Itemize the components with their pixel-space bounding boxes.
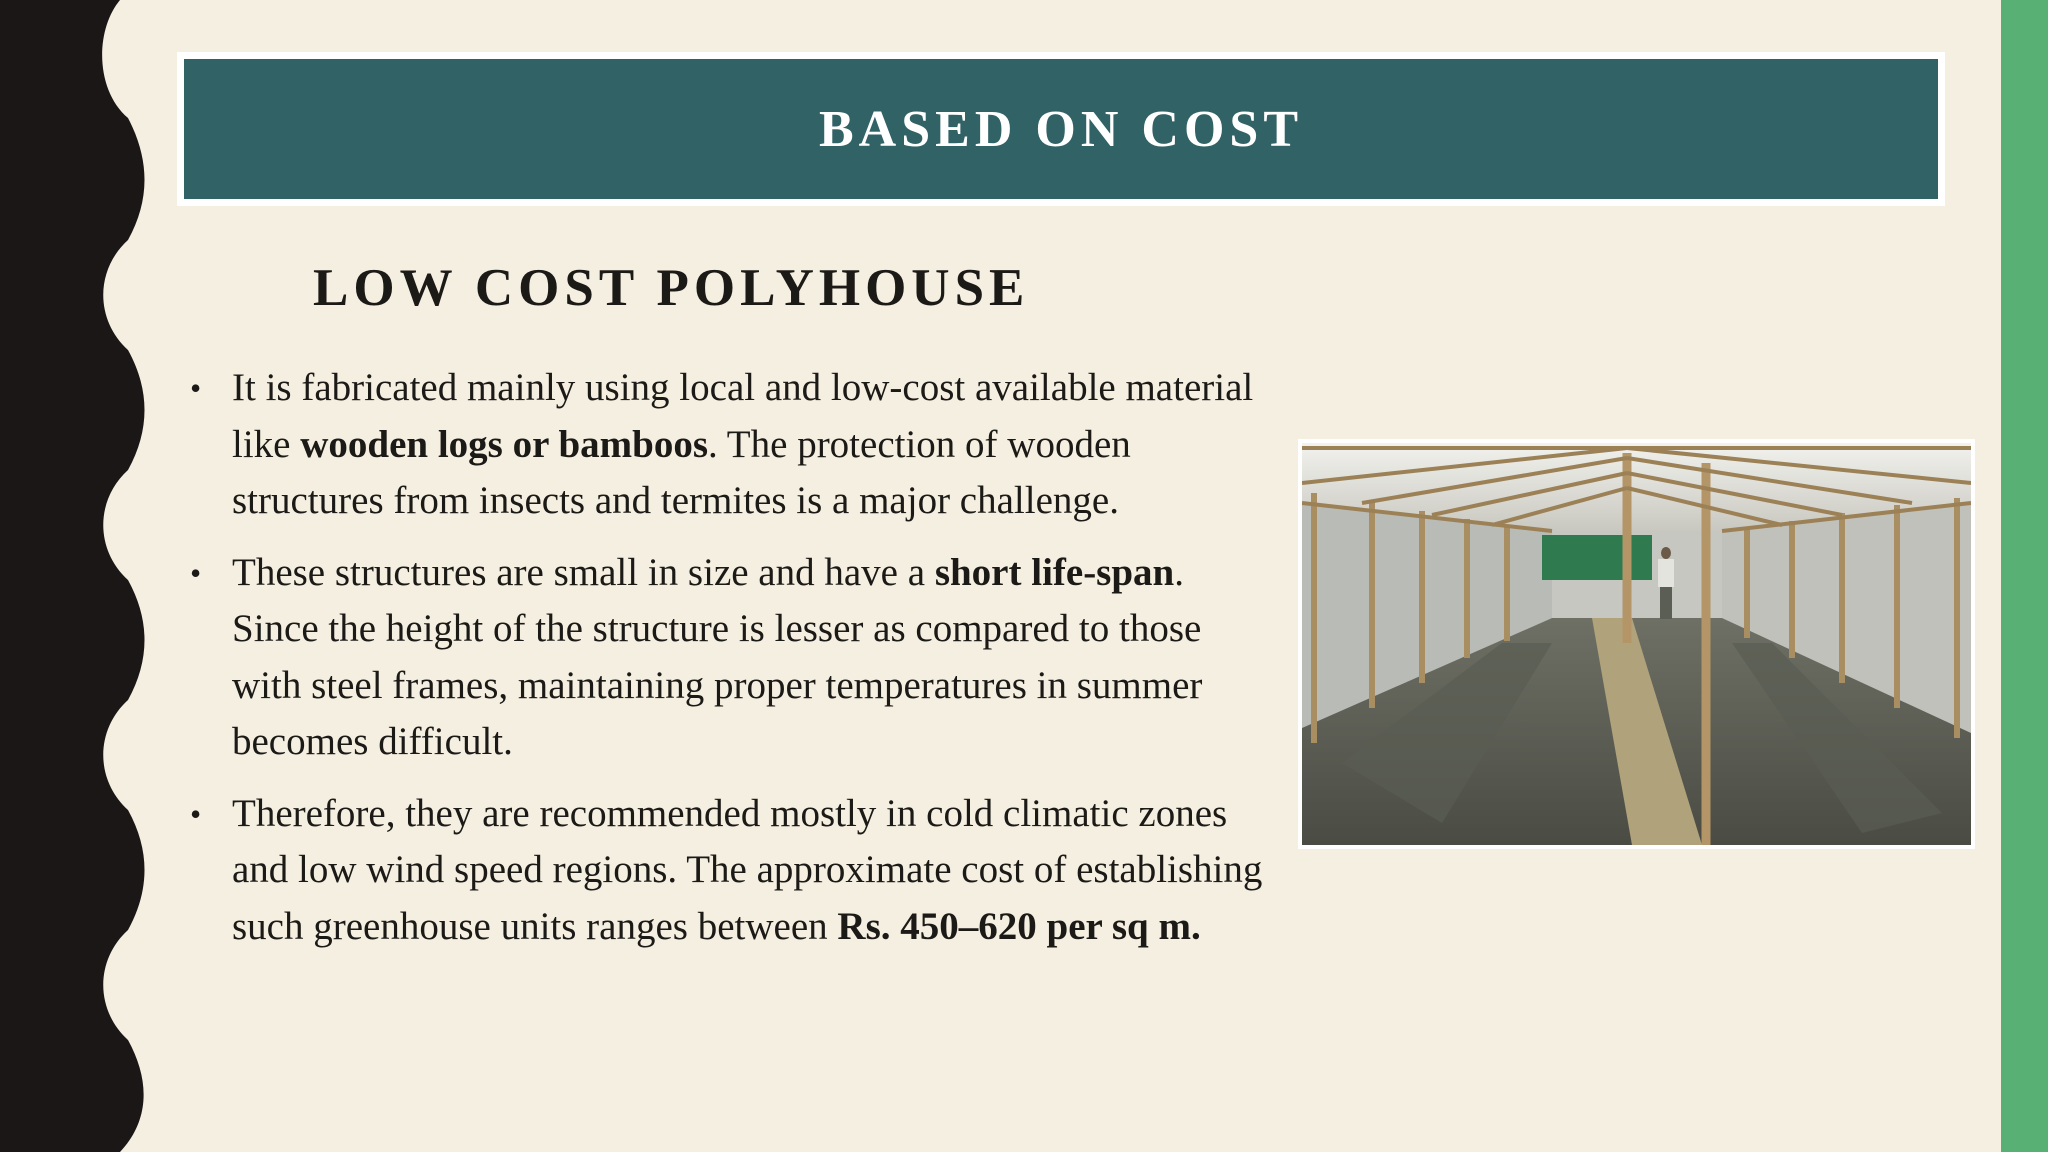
title-band [184,59,1938,199]
left-wavy-band [0,0,160,1152]
bullet-dot-icon: • [190,370,202,406]
bullet-emphasis: short life-span [934,550,1175,594]
bullet-text: . The protection of wooden structures from insects and termites is a major challenge. [232,422,1131,522]
bullet-text: It is fabricated mainly using local and low-cost available material like [232,366,1254,466]
bullet-text: Therefore, they are recommended mostly in cold climatic zones and low wind speed regions. The approximate cost of establishing such greenhouse units ranges between [232,791,1263,948]
bullet-dot-icon: • [190,795,202,832]
bullet-dot-icon: • [190,554,202,591]
section-heading: LOW COST POLYHOUSE [313,259,1030,317]
bullet-item [190,545,1270,771]
bullet-emphasis: wooden logs or bamboos [300,422,709,466]
bullet-text: . Since the height of the structure is lesser as compared to those with steel frames, maintaining proper temperatures in summer becomes difficult. [232,550,1203,763]
polyhouse-illustration [1302,443,1971,845]
title-banner [177,52,1945,206]
polyhouse-photo [1298,439,1975,849]
bullet-list [190,360,1270,970]
bullet-emphasis: Rs. 450–620 per sq m. [837,904,1201,948]
bullet-item [190,360,1270,530]
bullet-item [190,786,1270,956]
bullet-text: These structures are small in size and have a [232,550,935,594]
right-accent-bar [2001,0,2048,1152]
slide-title: BASED ON COST [819,100,1303,158]
